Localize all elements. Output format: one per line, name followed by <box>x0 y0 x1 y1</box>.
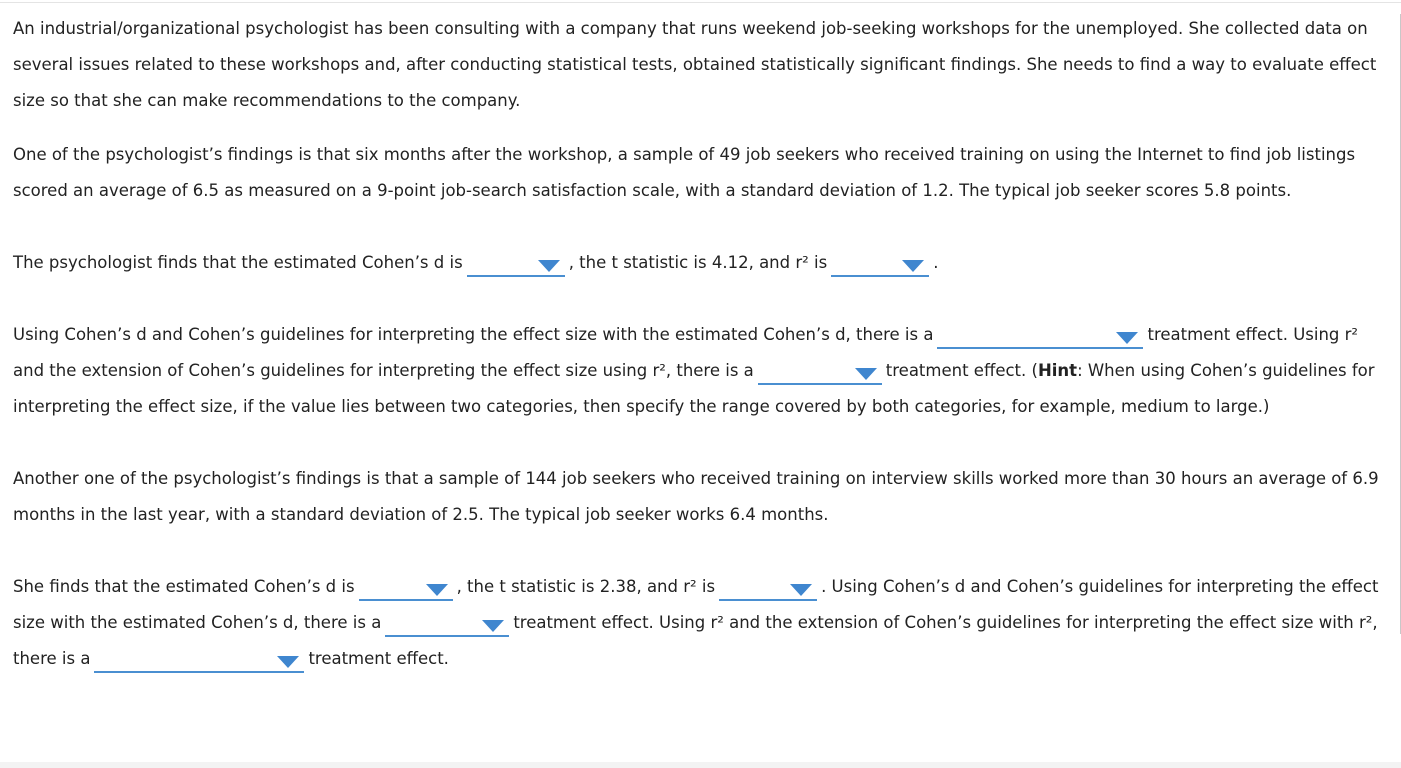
effect-size-r2-dropdown-2[interactable] <box>94 645 304 673</box>
finding-1-paragraph: One of the psychologist’s findings is that six months after the workshop, a sample of 49 job seekers who received training on using the Internet to find job listings scored an average of 6.5 as measured on a 9-point job-search satisfaction scale, with a standard deviation of 1.2. The typical job seeker scores 5.8 points. <box>13 145 1356 200</box>
question-1-paragraph: The psychologist finds that the estimated Cohen’s d is , the t statistic is 4.12, and r² is . <box>13 245 1388 281</box>
r-squared-dropdown-1[interactable] <box>831 249 929 277</box>
triangle-down-icon <box>902 260 924 272</box>
cohens-d-dropdown-2[interactable] <box>359 573 453 601</box>
triangle-down-icon <box>482 620 504 632</box>
triangle-down-icon <box>538 260 560 272</box>
effect-size-d-dropdown-2[interactable] <box>385 609 509 637</box>
question-3-paragraph: She finds that the estimated Cohen’s d is , the t statistic is 2.38, and r² is . Using Cohen’s d and Cohen’s guidelines for interpreting the effect size with the estimated Cohen’s d, there is a treatment effect. Using r² and the extension of Cohen’s guidelines for interpreting the effect size with r², there is a treatment effect. <box>13 569 1388 677</box>
intro-paragraph: An industrial/organizational psychologist has been consulting with a company that runs weekend job-seeking workshops for the unemployed. She collected data on several issues related to these workshops and, after conducting statistical tests, obtained statistically significant findings. She needs to find a way to evaluate effect size so that she can make recommendations to the company. <box>13 19 1377 110</box>
frame-top-border <box>0 2 1401 3</box>
triangle-down-icon <box>277 656 299 668</box>
hint-label: Hint <box>1037 361 1078 380</box>
question-content <box>13 11 1388 677</box>
triangle-down-icon <box>1116 332 1138 344</box>
effect-size-r2-dropdown-1[interactable] <box>758 357 882 385</box>
finding-2-paragraph: Another one of the psychologist’s findings is that a sample of 144 job seekers who received training on interview skills worked more than 30 hours an average of 6.9 months in the last year, with a standard deviation of 2.5. The typical job seeker works 6.4 months. <box>13 469 1379 524</box>
triangle-down-icon <box>790 584 812 596</box>
triangle-down-icon <box>855 368 877 380</box>
question-2-paragraph: Using Cohen’s d and Cohen’s guidelines for interpreting the effect size with the estimated Cohen’s d, there is a treatment effect. Using r² and the extension of Cohen’s guidelines for interpreting the effect size using r², there is a treatment effect. (Hint: When using Cohen’s guidelines for interpreting the effect size, if the value lies between two categories, then specify the range covered by both categories, for example, medium to large.) <box>13 317 1388 425</box>
cohens-d-dropdown-1[interactable] <box>467 249 565 277</box>
frame-bottom-border <box>0 762 1401 768</box>
effect-size-d-dropdown-1[interactable] <box>937 321 1143 349</box>
triangle-down-icon <box>426 584 448 596</box>
r-squared-dropdown-2[interactable] <box>719 573 817 601</box>
